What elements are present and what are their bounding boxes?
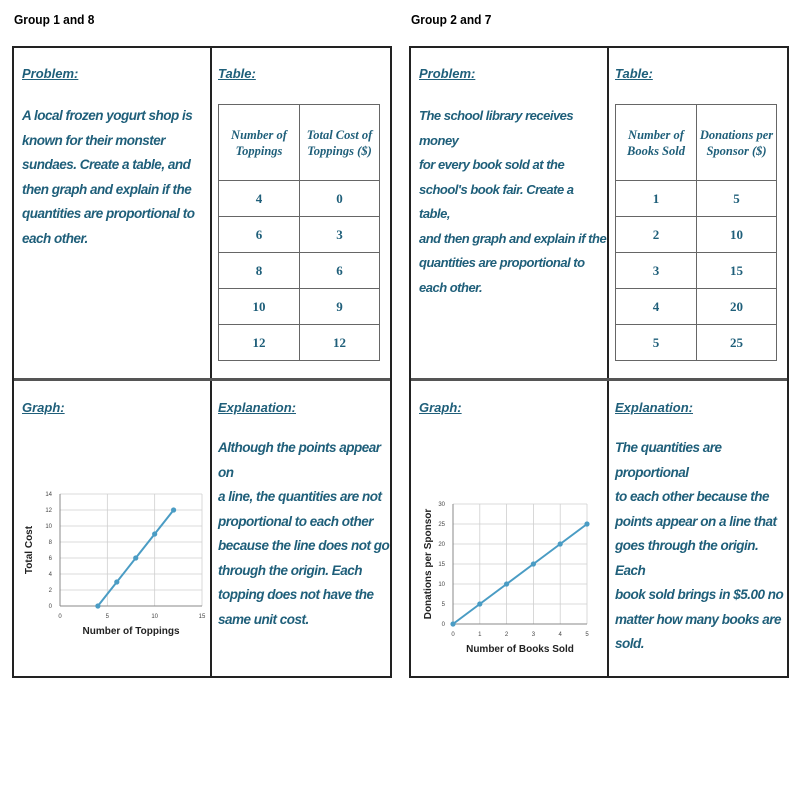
x-tick-label: 5: [585, 632, 589, 638]
x-axis-label: Number of Toppings: [82, 626, 180, 637]
divider-vertical: [607, 48, 609, 676]
problem-line: school's book fair. Create a table,: [419, 181, 574, 221]
table-cell: 9: [300, 289, 380, 325]
table-cell: 3: [300, 217, 380, 253]
y-tick-label: 25: [438, 522, 445, 528]
table-cell: 15: [697, 253, 777, 289]
table-title: Table:: [218, 66, 256, 81]
problem-text: [419, 104, 607, 300]
table-cell: 25: [697, 325, 777, 361]
explanation-text: [218, 436, 390, 632]
table-cell: 6: [300, 253, 380, 289]
worksheet-panel-right: [409, 46, 789, 678]
data-point: [95, 603, 100, 608]
explanation-line: matter how many books are: [615, 611, 782, 627]
y-tick-label: 30: [438, 502, 445, 508]
explanation-line: Although the points appear on: [218, 440, 381, 480]
x-tick-label: 0: [451, 632, 455, 638]
data-point: [114, 579, 119, 584]
explanation-line: to each other because the: [615, 489, 770, 504]
problem-line: sundaes. Create a table, and: [22, 157, 191, 172]
table-cell: 3: [616, 253, 697, 289]
problem-line: The school library receives money: [419, 108, 574, 148]
table-cell: 4: [616, 289, 697, 325]
y-tick-label: 20: [438, 542, 445, 548]
y-axis-label: Total Cost: [24, 525, 35, 575]
divider-horizontal: [411, 378, 787, 381]
explanation-line: points appear on a line that: [615, 513, 777, 529]
table-header: Total Cost of Toppings ($): [300, 105, 380, 181]
explanation-text: [615, 436, 787, 657]
explanation-line: same unit cost.: [218, 611, 309, 627]
y-tick-label: 6: [48, 556, 52, 562]
data-table: [615, 104, 777, 361]
problem-text: [22, 104, 208, 251]
y-tick-label: 4: [48, 572, 52, 578]
problem-line: quantities are proportional to: [22, 206, 195, 221]
explanation-line: a line, the quantities are not: [218, 489, 382, 504]
table-cell: 2: [616, 217, 697, 253]
explanation-line: through the origin. Each: [218, 562, 362, 578]
problem-title: Problem:: [419, 66, 476, 81]
y-tick-label: 5: [441, 602, 445, 608]
table-cell: 12: [219, 325, 300, 361]
table-cell: 5: [616, 325, 697, 361]
graph-title: Graph:: [419, 400, 462, 415]
table-cell: 10: [219, 289, 300, 325]
table-header: Number of Books Sold: [616, 105, 697, 181]
explanation-line: because the line does not go: [218, 538, 390, 553]
problem-line: for every book sold at the: [419, 157, 565, 172]
problem-line: each other.: [419, 279, 483, 295]
problem-line: quantities are proportional to: [419, 255, 585, 270]
table-cell: 12: [300, 325, 380, 361]
series-line: [453, 524, 587, 624]
explanation-title: Explanation:: [615, 400, 694, 415]
chart-right: [415, 432, 605, 655]
group-title-left: Group 1 and 8: [14, 12, 95, 27]
table-cell: 10: [697, 217, 777, 253]
table-cell: 1: [616, 181, 697, 217]
explanation-title: Explanation:: [218, 400, 297, 415]
x-tick-label: 2: [504, 632, 509, 638]
y-tick-label: 0: [441, 622, 445, 628]
data-table: [218, 104, 380, 361]
data-point: [558, 541, 563, 546]
y-tick-label: 12: [45, 508, 52, 514]
chart-left: [18, 432, 208, 637]
table-cell: 8: [219, 253, 300, 289]
divider-vertical: [210, 48, 212, 676]
table-cell: 6: [219, 217, 300, 253]
explanation-line: proportional to each other: [218, 513, 374, 529]
x-tick-label: 15: [198, 614, 206, 620]
explanation-line: book sold brings in $5.00 no: [615, 587, 784, 602]
problem-line: then graph and explain if the: [22, 181, 192, 197]
x-axis-label: Number of Books Sold: [466, 644, 574, 655]
table-header: Donations per Sponsor ($): [697, 105, 777, 181]
y-tick-label: 0: [48, 604, 52, 610]
worksheet-panel-left: [12, 46, 392, 678]
y-tick-label: 10: [438, 582, 445, 588]
y-tick-label: 15: [438, 562, 445, 568]
table-title: Table:: [615, 66, 653, 81]
x-tick-label: 3: [531, 632, 536, 638]
table-cell: 4: [219, 181, 300, 217]
problem-line: and then graph and explain if the: [419, 230, 607, 246]
data-point: [504, 581, 509, 586]
explanation-line: sold.: [615, 636, 645, 651]
table-cell: 0: [300, 181, 380, 217]
data-point: [477, 601, 482, 606]
x-tick-label: 5: [105, 614, 110, 620]
y-tick-label: 8: [48, 540, 52, 546]
data-point: [152, 531, 157, 536]
explanation-line: goes through the origin. Each: [615, 538, 759, 578]
x-tick-label: 10: [151, 614, 159, 620]
x-tick-label: 4: [558, 632, 562, 638]
data-point: [531, 561, 536, 566]
table-cell: 20: [697, 289, 777, 325]
table-cell: 5: [697, 181, 777, 217]
data-point: [584, 521, 589, 526]
x-tick-label: 0: [58, 614, 62, 620]
y-tick-label: 14: [45, 492, 52, 498]
group-title-right: Group 2 and 7: [411, 12, 492, 27]
table-header: Number of Toppings: [219, 105, 300, 181]
data-point: [171, 507, 176, 512]
problem-title: Problem:: [22, 66, 79, 81]
explanation-line: topping does not have the: [218, 587, 374, 602]
data-point: [133, 555, 138, 560]
y-tick-label: 2: [48, 588, 52, 594]
x-tick-label: 1: [478, 632, 482, 638]
problem-line: each other.: [22, 230, 88, 246]
divider-horizontal: [14, 378, 390, 381]
problem-line: known for their monster: [22, 132, 166, 148]
y-tick-label: 10: [45, 524, 52, 530]
problem-line: A local frozen yogurt shop is: [22, 108, 193, 123]
data-point: [450, 621, 455, 626]
y-axis-label: Donations per Sponsor: [423, 508, 434, 620]
graph-title: Graph:: [22, 400, 65, 415]
explanation-line: The quantities are proportional: [615, 440, 722, 480]
